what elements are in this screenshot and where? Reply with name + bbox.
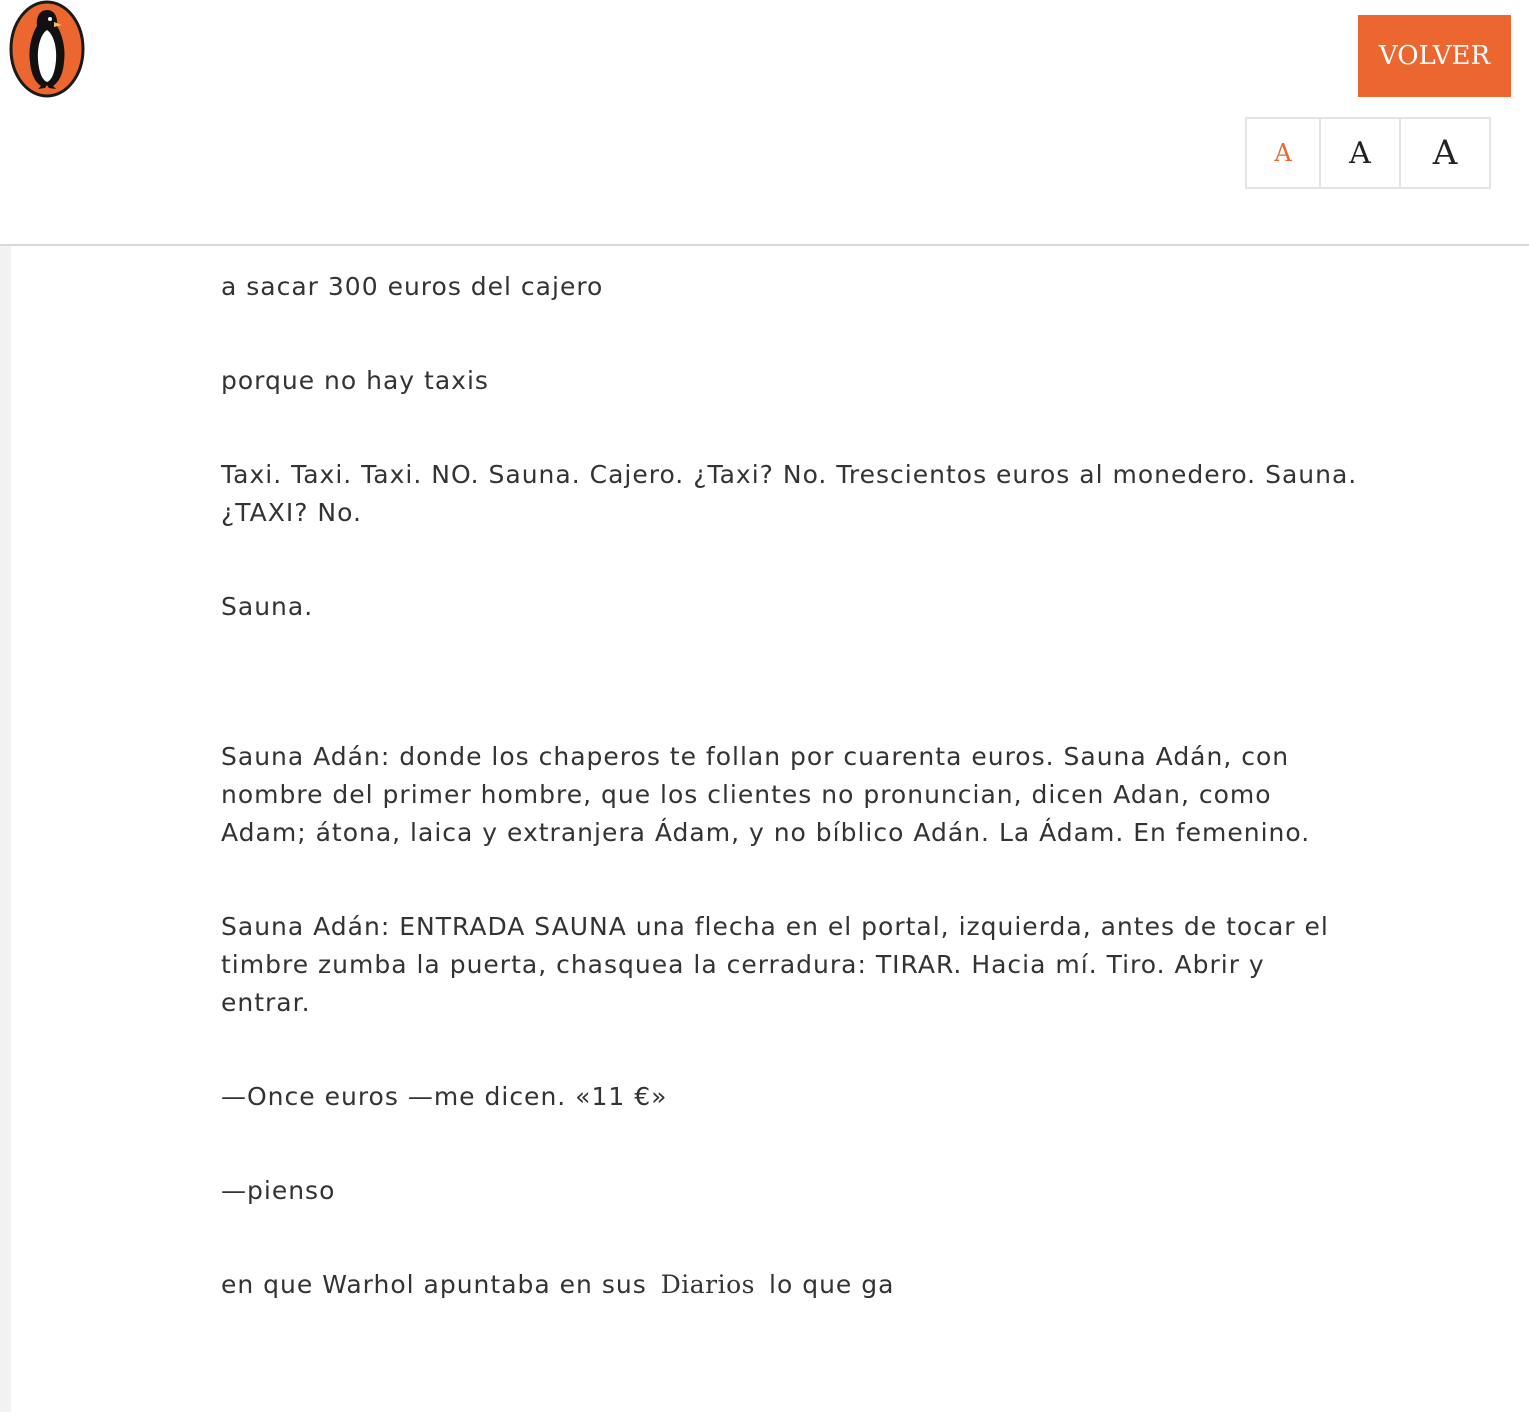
paragraph: —Once euros —me dicen. «11 €» [221,1082,668,1111]
font-size-selector [1245,117,1491,189]
penguin-logo[interactable] [8,0,88,100]
paragraph: Sauna. [221,592,314,621]
paragraph: —pienso [221,1176,336,1205]
reader-header [0,0,1529,246]
paragraph: Sauna Adán: ENTRADA SAUNA una flecha en el portal, izquierda, antes de tocar el timbre zumba la puerta, chasquea la cerradura: TIRAR. Hacia mí. Tiro. Abrir y entrar. [221,912,1329,1017]
paragraph-text: en que Warhol apuntaba en sus [221,1270,647,1299]
paragraph: Taxi. Taxi. Taxi. NO. Sauna. Cajero. ¿Taxi? No. Trescientos euros al monedero. Sauna. ¿TAXI? No. [221,460,1358,527]
book-text [221,268,1361,1360]
paragraph-partial [221,1266,1361,1304]
book-title: Diarios [660,1270,756,1299]
paragraph: porque no hay taxis [221,366,489,395]
back-button[interactable]: VOLVER [1358,15,1511,97]
paragraph: a sacar 300 euros del cajero [221,272,604,301]
left-margin-bar [0,246,11,1412]
font-size-small-button[interactable]: A [1247,119,1321,187]
font-size-large-button[interactable]: A [1401,119,1489,187]
font-size-medium-button[interactable]: A [1321,119,1401,187]
paragraph: Sauna Adán: donde los chaperos te follan por cuarenta euros. Sauna Adán, con nombre del primer hombre, que los clientes no pronuncian, dicen Adan, como Adam; átona, laica y extranjera Ádam, y no bíblico Adán. La Ádam. En femenino. [221,742,1311,847]
paragraph-text: lo que ga [769,1270,895,1299]
